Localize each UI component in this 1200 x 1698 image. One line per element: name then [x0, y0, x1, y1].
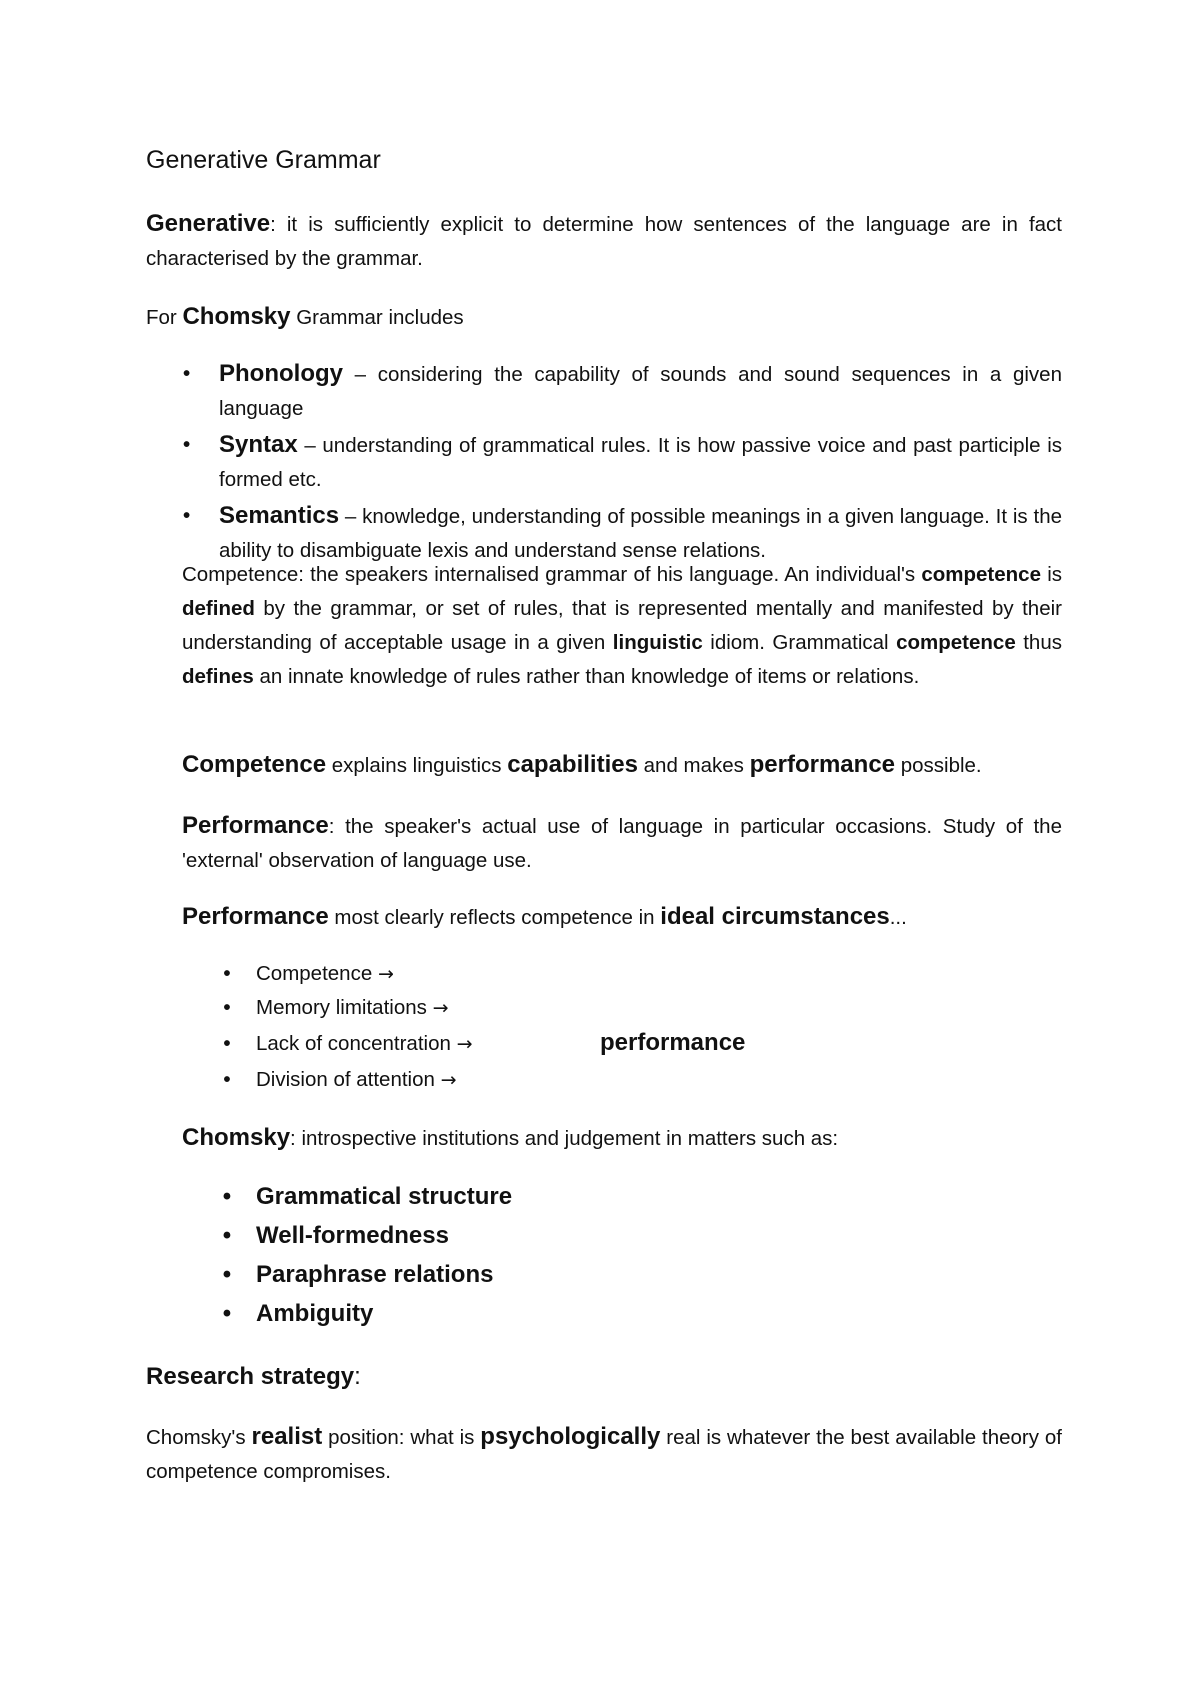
- text-run: possible.: [895, 754, 982, 777]
- performance-definition: [182, 809, 1062, 878]
- component-desc: – considering the capability of sounds and sound sequences in a given language: [219, 363, 1062, 420]
- arrow-right-icon: →: [432, 997, 449, 1019]
- chomsky-name: Chomsky: [182, 303, 291, 330]
- text-run: most clearly reflects competence in: [328, 906, 661, 929]
- grammar-components-list: [183, 357, 1062, 568]
- competence-paragraph: [182, 558, 1062, 694]
- bullet-icon: •: [223, 962, 231, 985]
- research-heading-colon: :: [354, 1363, 361, 1390]
- bullet-icon: •: [183, 433, 191, 456]
- text-run: idiom. Grammatical: [702, 631, 897, 654]
- bullet-icon: •: [222, 1261, 232, 1288]
- text-run: by the grammar, or set of rules, that is represented mentally and manifested by their understanding of acceptable usage in a given: [182, 597, 1062, 654]
- bullet-icon: •: [223, 1068, 231, 1091]
- bullet-icon: •: [183, 362, 191, 385]
- text-run: and makes: [637, 754, 750, 777]
- page-title: Generative Grammar: [146, 146, 381, 174]
- bold-run: psychologically: [480, 1423, 661, 1450]
- text-run: thus: [1015, 631, 1062, 654]
- factor-label: Competence: [256, 962, 373, 985]
- factors-result: performance: [600, 1029, 746, 1056]
- list-item: [223, 1063, 473, 1097]
- bold-run: competence: [896, 631, 1016, 654]
- realist-paragraph: [146, 1420, 1062, 1489]
- item-label: Grammatical structure: [256, 1183, 513, 1210]
- text-run: explains linguistics: [326, 754, 508, 777]
- bold-run: Competence: [182, 751, 327, 778]
- list-item: [183, 357, 1062, 426]
- intuition-items-list: [222, 1177, 513, 1333]
- item-label: Paraphrase relations: [256, 1261, 494, 1288]
- chomsky-intro: [146, 300, 1062, 335]
- chomsky-intro-post: Grammar includes: [290, 306, 464, 329]
- arrow-right-icon: →: [440, 1069, 457, 1091]
- item-label: Well-formedness: [256, 1222, 449, 1249]
- generative-definition: [146, 207, 1062, 276]
- research-heading: [146, 1360, 1062, 1395]
- bold-run: competence: [921, 563, 1041, 586]
- performance-factors-list: [223, 957, 473, 1097]
- list-item: [222, 1216, 512, 1255]
- bold-run: capabilities: [507, 751, 638, 778]
- item-label: Ambiguity: [256, 1300, 374, 1327]
- list-item: [222, 1255, 512, 1294]
- list-item: [223, 957, 473, 991]
- bold-run: ideal circumstances: [660, 903, 890, 930]
- component-term: Phonology: [219, 360, 343, 387]
- text-run: ...: [889, 906, 907, 929]
- component-desc: – understanding of grammatical rules. It is how passive voice and past participle is formed etc.: [219, 434, 1062, 491]
- bold-run: defines: [182, 665, 254, 688]
- component-term: Semantics: [219, 502, 340, 529]
- performance-term: Performance: [182, 812, 329, 839]
- research-heading-text: Research strategy: [146, 1363, 355, 1390]
- text-run: an innate knowledge of rules rather than knowledge of items or relations.: [253, 665, 920, 688]
- list-item: [223, 1027, 473, 1063]
- bold-run: Performance: [182, 903, 329, 930]
- bullet-icon: •: [222, 1300, 232, 1327]
- bold-run: realist: [251, 1423, 323, 1450]
- text-run: Competence: the speakers internalised grammar of his language. An individual's: [182, 563, 922, 586]
- performance-reflects: [182, 900, 1062, 935]
- chomsky-intuitions: [182, 1121, 1062, 1156]
- bold-run: defined: [182, 597, 255, 620]
- bullet-icon: •: [223, 996, 231, 1019]
- component-desc: – knowledge, understanding of possible meanings in a given language. It is the ability to disambiguate lexis and understand sense relations.: [219, 505, 1062, 562]
- arrow-right-icon: →: [377, 963, 394, 985]
- list-item: [183, 428, 1062, 497]
- factor-label: Memory limitations: [256, 996, 427, 1019]
- bullet-icon: •: [222, 1222, 232, 1249]
- factor-label: Division of attention: [256, 1068, 435, 1091]
- bullet-icon: •: [183, 504, 191, 527]
- text-run: : introspective institutions and judgement in matters such as:: [290, 1127, 839, 1150]
- bold-run: performance: [749, 751, 896, 778]
- text-run: position: what is: [322, 1426, 481, 1449]
- factor-label: Lack of concentration: [256, 1032, 451, 1055]
- chomsky-intro-pre: For: [146, 306, 183, 329]
- component-term: Syntax: [219, 431, 298, 458]
- list-item: [223, 991, 473, 1027]
- competence-explains: [182, 748, 1062, 783]
- arrow-right-icon: →: [456, 1033, 473, 1055]
- bold-run: linguistic: [612, 631, 703, 654]
- performance-text: : the speaker's actual use of language in particular occasions. Study of the 'external' observation of language use.: [182, 815, 1062, 872]
- generative-term: Generative: [146, 210, 271, 237]
- text-run: real is whatever the best available theory of competence compromises.: [146, 1426, 1062, 1483]
- list-item: [222, 1294, 512, 1333]
- list-item: [222, 1177, 513, 1216]
- text-run: is: [1041, 563, 1062, 586]
- bullet-icon: •: [223, 1032, 231, 1055]
- bullet-icon: •: [222, 1183, 232, 1210]
- generative-text: : it is sufficiently explicit to determine how sentences of the language are in fact characterised by the grammar.: [146, 213, 1062, 270]
- chomsky-name: Chomsky: [182, 1124, 291, 1151]
- text-run: Chomsky's: [146, 1426, 252, 1449]
